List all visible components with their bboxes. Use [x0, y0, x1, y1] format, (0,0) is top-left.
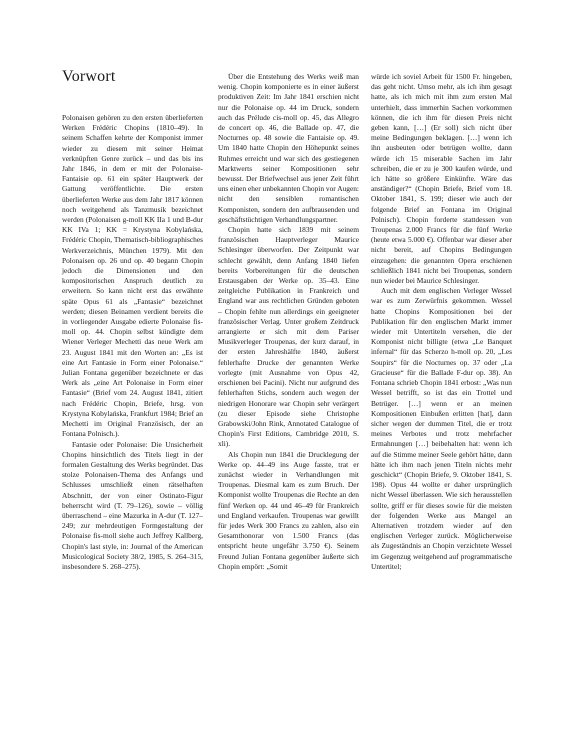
- paragraph: Auch mit dem englischen Verleger Wessel war es zum Zerwürfnis gekommen. Wessel hatte Chopins Kompositionen bei der Publikation für den englischen Markt immer wieder mit Untertiteln versehen, die der Komponist nicht billigte (etwa „Le Banquet infernal“ für das Scherzo h-moll op. 20, „Les Soupirs“ für die Nocturnes op. 37 oder „La Gracieuse“ für die Ballade F-dur op. 38). An Fontana schrieb Chopin 1841 erbost: „Was nun Wessel betrifft, so ist das ein Trottel und Betrüger. […] wenn er an meinen Kompositionen Einbußen erlitten [hat], dann sicher wegen der dummen Titel, die er trotz meines Verbotes und trotz mehrfacher Ermahnungen […] beibehalten hat: wenn ich auf die Stimme meiner Seele gehört hätte, dann hätte ich ihm nach jenen Titeln nichts mehr geschickt“ (Chopin Briefe, 9. Oktober 1841, S. 198). Opus 44 wollte er daher ursprünglich nicht Wessel überlassen. Wie sich herausstellen sollte, griff er für dieses sowie für die meisten der folgenden Werke aus Mangel an Alternativen trotzdem wieder auf den englischen Verleger zurück. Möglicherweise als Zugeständnis an Chopin verzichtete Wessel im Gegenzug weitgehend auf programmatische Untertitel;: [371, 286, 512, 571]
- text-column-1: [62, 113, 203, 572]
- text-column-2: [218, 72, 359, 572]
- paragraph: würde ich soviel Arbeit für 1500 Fr. hingeben, das geht nicht. Umso mehr, als ich ihm gesagt hatte, als ich mich mit ihm zum ersten Mal unterhielt, dass immerhin Sachen vorkommen können, die ich ihm für diesen Preis nicht geben kann, […] (Er soll) sich nicht über meine Bedingungen beklagen. […] wenn ich ihn ausbeuten oder betrügen wollte, dann würde ich 15 miserable Sachen im Jahr schreiben, die er zu je 300 kaufen würde, und ich hätte so größere Einkünfte. Wäre das anständiger?“ (Chopin Briefe, Brief vom 18. Oktober 1841, S. 199; dieser wie auch der folgende Brief an Fontana im Original Polnisch). Chopin forderte stattdessen von Troupenas 2.000 Francs für die fünf Werke (heute etwa 5.000 €). Offenbar war dieser aber nicht bereit, auf Chopins Bedingungen einzugehen: die genannten Opera erschienen schließlich 1841 nicht bei Troupenas, sondern nun wieder bei Maurice Schlesinger.: [371, 72, 512, 286]
- paragraph: Als Chopin nun 1841 die Drucklegung der Werke op. 44–49 ins Auge fasste, trat er zunächst wieder in Verhandlungen mit Troupenas. Diesmal kam es zum Bruch. Der Komponist wollte Troupenas die Rechte an den fünf Werken op. 44 und 46–49 für Frankreich und England verkaufen. Troupenas war gewillt für jedes Werk 300 Francs zu zahlen, also ein Gesamthonorar von 1.500 Francs (das entspricht heute ungefähr 3.750 €). Seinem Freund Julian Fontana gegenüber äußerte sich Chopin empört: „Somit: [218, 449, 359, 571]
- text-column-3: [371, 72, 512, 572]
- paragraph: Fantasie oder Polonaise: Die Unsicherheit Chopins hinsichtlich des Titels liegt in der formalen Gestaltung des Werks begründet. Das stolze Polonaisen-Thema des Anfangs und Schlusses umschließt einen rätselhaften Abschnitt, der von einer Ostinato-Figur beherrscht wird (T. 79–126), sowie – völlig überraschend – eine Mazurka in A-dur (T. 127–249; zur mehrdeutigen Formgestaltung der Polonaise fis-moll siehe auch Jeffrey Kallberg, Chopin's last style, in: Journal of the American Musicological Society 38/2, 1985, S. 264–315, insbesondere S. 268–275).: [62, 439, 203, 571]
- paragraph: Über die Entstehung des Werks weiß man wenig. Chopin komponierte es in einer äußerst produktiven Zeit: Im Jahr 1841 erschien nicht nur die Polonaise op. 44 im Druck, sondern auch das Prélude cis-moll op. 45, das Allegro de concert op. 46, die Ballade op. 47, die Nocturnes op. 48 sowie die Fantaisie op. 49. Um 1840 hatte Chopin den Höhepunkt seines Ruhmes erreicht und war sich des gestiegenen Marktwerts seiner Kompositionen sehr bewusst. Der Briefwechsel aus jener Zeit führt uns einen eher unbekannten Chopin vor Augen: nicht den sensiblen romantischen Komponisten, sondern den aufbrausenden und geschäftstüchtigen Verhandlungspartner.: [218, 72, 359, 224]
- page-title: Vorwort: [62, 68, 116, 85]
- paragraph: Chopin hatte sich 1839 mit seinem französischen Hauptverleger Maurice Schlesinger überworfen. Der Zeitpunkt war schlecht gewählt, denn Anfang 1840 liefen bereits Vorbereitungen für die deutschen Erstausgaben der Werke op. 35–43. Eine zeitgleiche Publikation in Frankreich und England war aus rechtlichen Gründen geboten – Chopin fehlte nun allerdings ein geeigneter französischer Verlag. Unter großem Zeitdruck arrangierte er sich mit dem Pariser Musikverleger Troupenas, der kurz darauf, in der ersten Jahreshälfte 1840, äußerst fehlerhafte Drucke der genannten Werke vorlegte (mit Ausnahme von Opus 42, erschienen bei Pacini). Nicht nur aufgrund des fehlerhaften Stichs, sondern auch wegen der niedrigen Honorare war Chopin sehr verärgert (zu dieser Episode siehe Christophe Grabowski/John Rink, Annotated Catalogue of Chopin's First Editions, Cambridge 2010, S. xli).: [218, 225, 359, 449]
- paragraph: Polonaisen gehören zu den ersten überlieferten Werken Frédéric Chopins (1810–49). In seinem Schaffen kehrte der Komponist immer wieder zu diesem mit seiner Heimat verknüpften Genre zurück – und das bis ins Jahr 1846, in dem er mit der Polonaise-Fantaisie op. 61 ein später Hauptwerk der Gattung veröffentlichte. Die ersten überlieferten Werke aus dem Jahr 1817 können noch weitgehend als Tanzmusik bezeichnet werden (Polonaisen g-moll KK IIa 1 und B-dur KK IVa 1; KK = Krystyna Kobylańska, Frédéric Chopin, Thematisch-bibliographisches Werkverzeichnis, München 1979). Mit den Polonaisen op. 26 und op. 40 begann Chopin jedoch die Dimensionen und den kompositorischen Anspruch deutlich zu erweitern. So kann nicht erst das erwähnte späte Opus 61 als „Fantasie“ bezeichnet werden; diesen Beinamen verdient bereits die in vorliegender Ausgabe edierte Polonaise fis-moll op. 44. Chopin selbst kündigte dem Wiener Verleger Mechetti das neue Werk am 23. August 1841 mit den Worten an: „Es ist eine Art Fantasie in Form einer Polonaise.“ Julian Fontana gegenüber bezeichnete er das Werk als „eine Art Polonaise in Form einer Fantasie“ (Brief vom 24. August 1841, zitiert nach Frédéric Chopin, Briefe, hrsg. von Krystyna Kobylańska, Frankfurt 1984; Brief an Mechetti im Original Französisch, der an Fontana Polnisch.).: [62, 113, 203, 439]
